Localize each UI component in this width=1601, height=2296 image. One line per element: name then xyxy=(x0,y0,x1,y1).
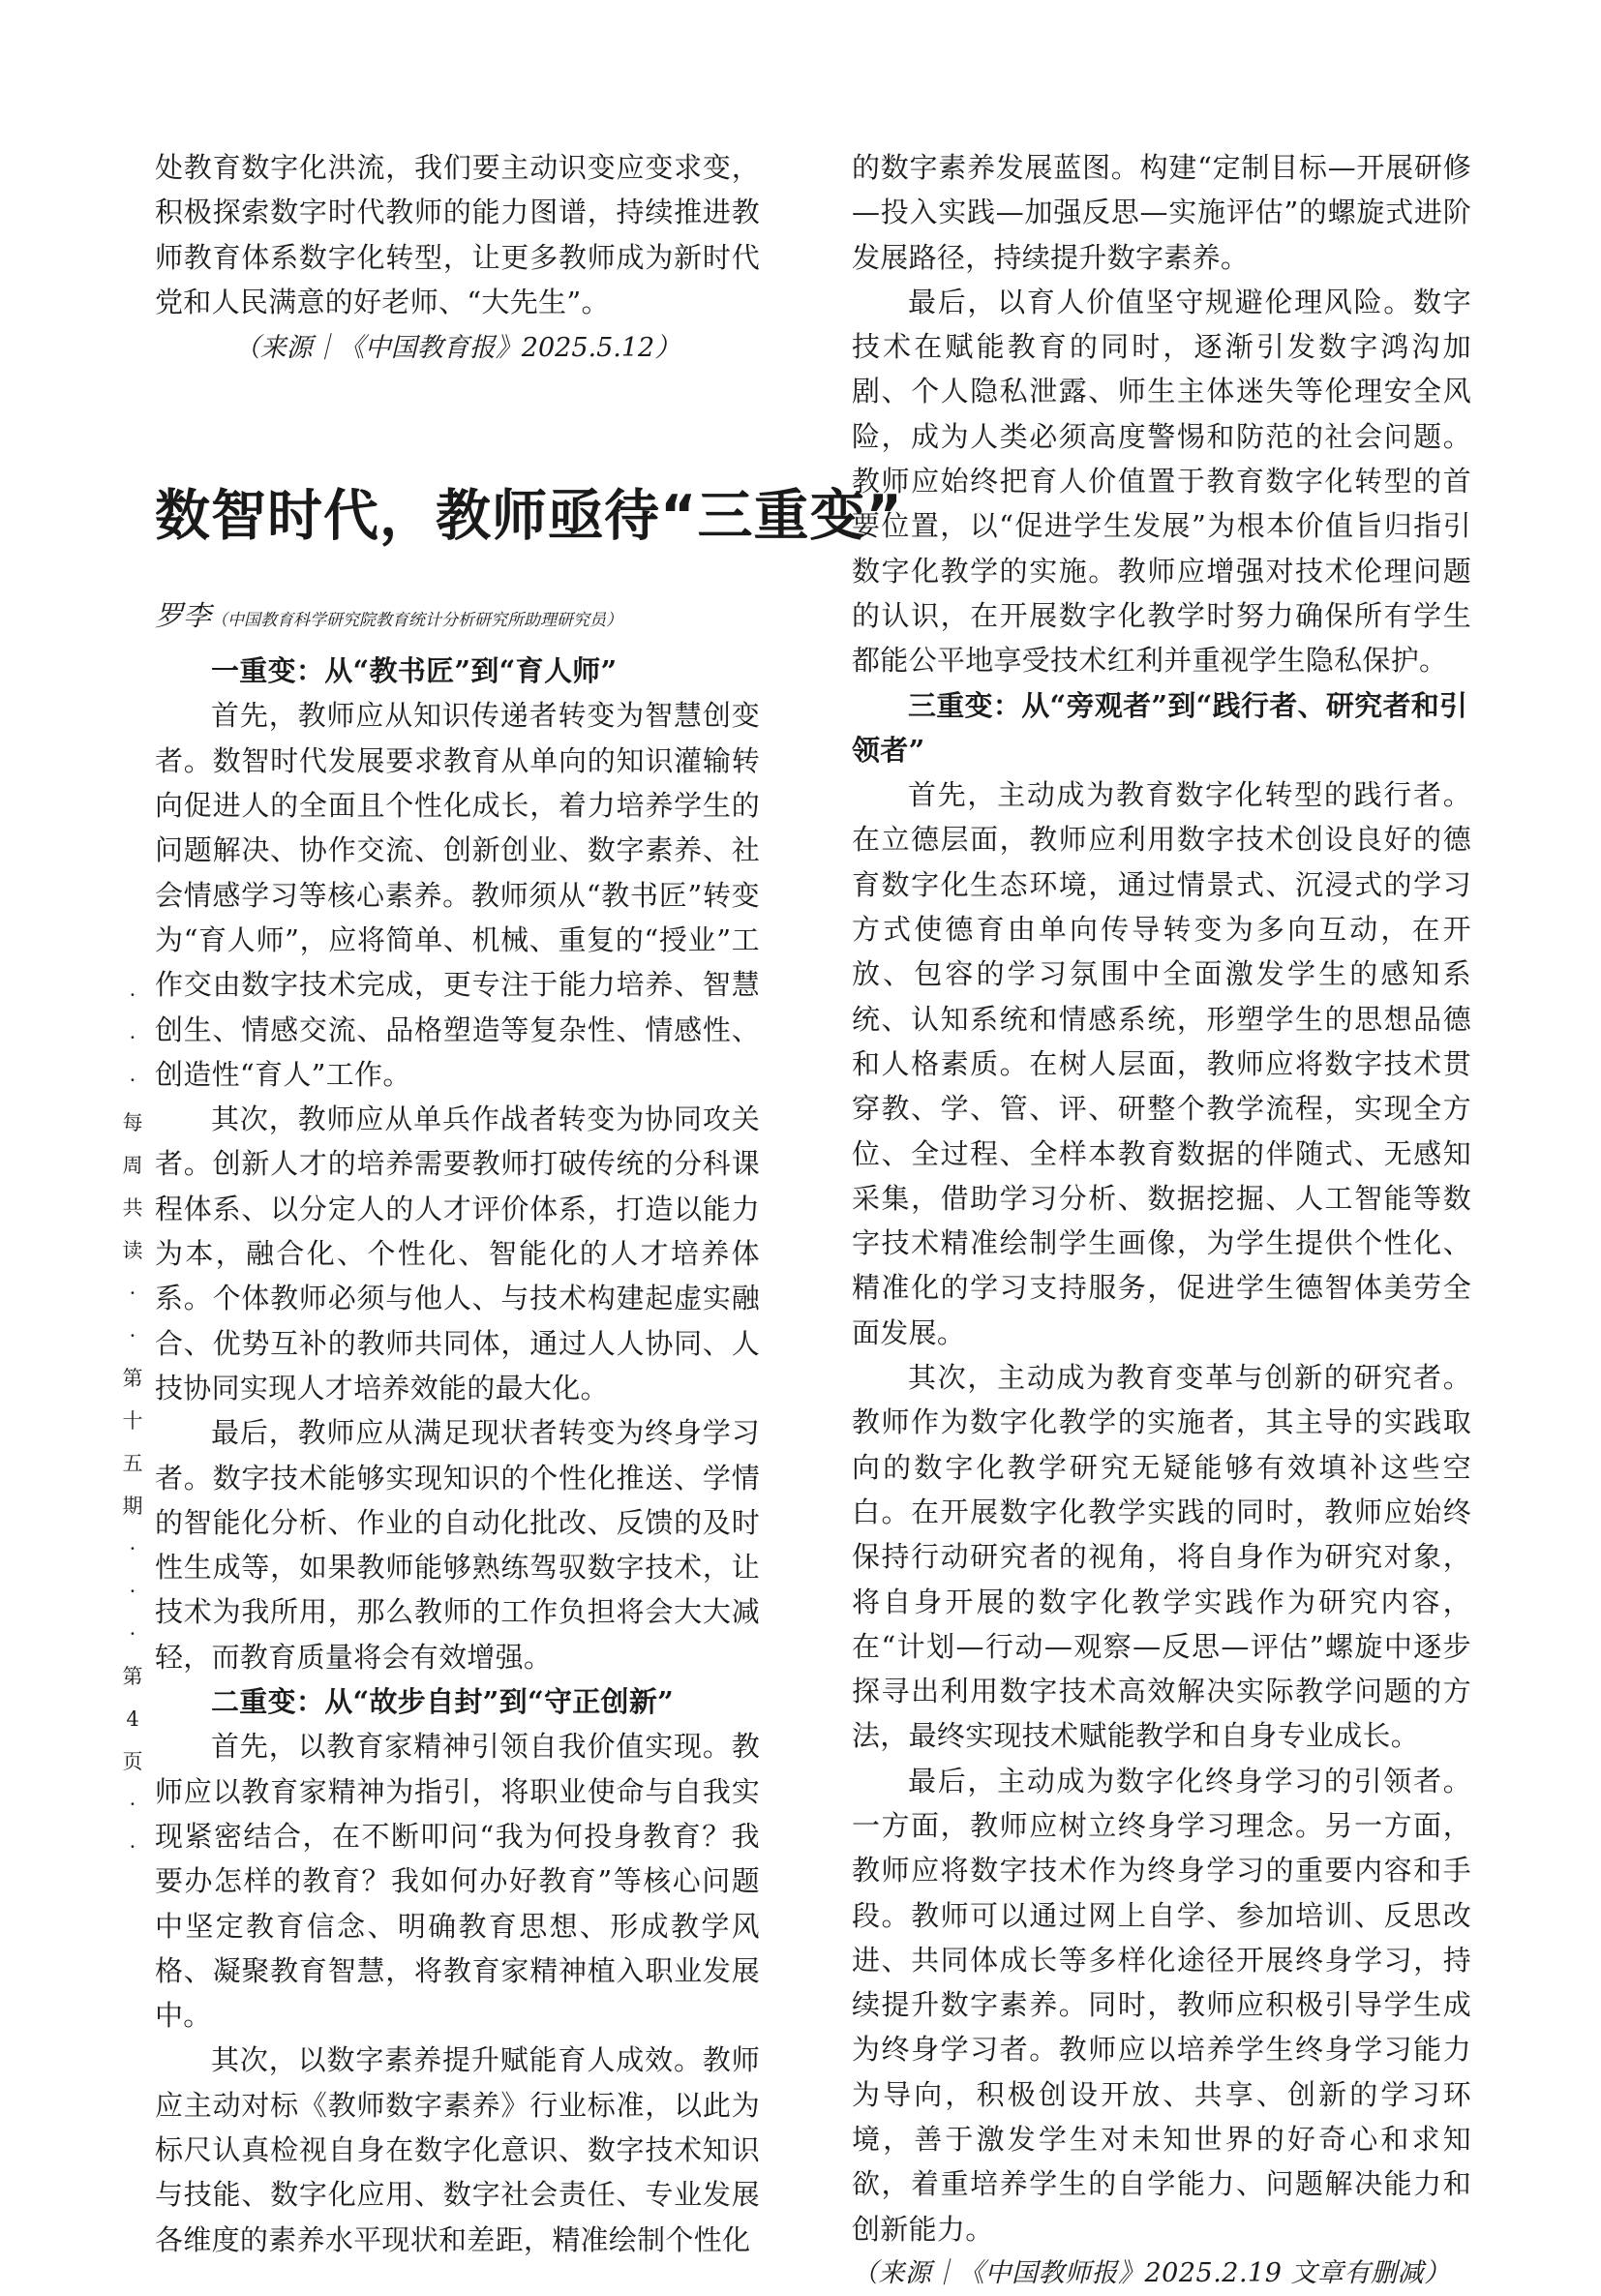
section1-para2: 其次，教师应从单兵作战者转变为协同攻关者。创新人才的培养需要教师打破传统的分科课程体系、以分定人的人才评价体系，打造以能力为本，融合化、个性化、智能化的人才培养体系。个体教师必须与他人、与技术构建起虚实融合、优势互补的教师共同体，通过人人协同、人技协同实现人才培养效能的最大化。 xyxy=(155,1103,760,1405)
margin-char: 4 xyxy=(126,1707,139,1731)
margin-char: · xyxy=(129,1324,136,1347)
margin-char: 十 xyxy=(122,1409,143,1433)
author-affiliation: （中国教育科学研究院教育统计分析研究所助理研究员） xyxy=(211,611,623,631)
section1-para1: 首先，教师应从知识传递者转变为智慧创变者。数智时代发展要求教育从单向的知识灌输转向促进人的全面且个性化成长，着力培养学生的问题解决、协作交流、创新创业、数字素养、社会情感学习等核心素养。教师须从“教书匠”转变为“育人师”，应将简单、机械、重复的“授业”工作交由数字技术完成，更专注于能力培养、智慧创生、情感交流、品格塑造等复杂性、情感性、创造性“育人”工作。 xyxy=(155,699,760,1091)
margin-char: 第 xyxy=(122,1367,143,1390)
margin-char: · xyxy=(129,1282,136,1305)
intro-source: （来源｜《中国教育报》2025.5.12） xyxy=(233,333,681,364)
left-column xyxy=(155,145,903,2262)
continued-paragraph: 的数字素养发展蓝图。构建“定制目标—开展研修—投入实践—加强反思—实施评估”的螺旋式进阶发展路径，持续提升数字素养。 xyxy=(852,151,1471,274)
margin-char: 页 xyxy=(122,1750,143,1773)
margin-char: 五 xyxy=(122,1452,143,1475)
margin-char: · xyxy=(129,1793,136,1816)
section3-para2: 其次，主动成为教育变革与创新的研究者。教师作为数字化教学的实施者，其主导的实践取向的数字化教学研究无疑能够有效填补这些空白。在开展数字化教学实践的同时，教师应始终保持行动研究者的视角，将自身作为研究对象，将自身开展的数字化教学实践作为研究内容，在“计划—行动—观察—反思—评估”螺旋中逐步探寻出利用数字技术高效解决实际教学问题的方法，最终实现技术赋能教学和自身专业成长。 xyxy=(852,1361,1471,1753)
margin-char: · xyxy=(129,1537,136,1560)
section2-para1: 首先，以教育家精神引领自我价值实现。教师应以教育家精神为指引，将职业使命与自我实现紧密结合，在不断叩问“我为何投身教育？我要办怎样的教育？我如何办好教育”等核心问题中坚定教育信念、明确教育思想、形成教学风格、凝聚教育智慧，将教育家精神植入职业发展中。 xyxy=(155,1730,760,2033)
margin-char: 共 xyxy=(122,1196,143,1220)
article-title: 数智时代，教师亟待“三重变” xyxy=(155,484,903,549)
section2-heading: 二重变：从“故步自封”到“守正创新” xyxy=(211,1685,675,1719)
margin-char: 读 xyxy=(122,1239,143,1262)
section2-para2: 其次，以数字素养提升赋能育人成效。教师应主动对标《教师数字素养》行业标准，以此为标尺认真检视自身在数字化意识、数字技术知识与技能、数字化应用、数字社会责任、专业发展各维度的素养水平现状和差距，精准绘制个性化 xyxy=(155,2043,760,2256)
article-source: （来源｜《中国教师报》2025.2.19 文章有删减） xyxy=(852,2257,1451,2288)
section1-heading: 一重变：从“教书匠”到“育人师” xyxy=(211,654,618,688)
margin-char: · xyxy=(129,1580,136,1603)
margin-char: · xyxy=(129,1835,136,1858)
section2-para3: 最后，以育人价值坚守规避伦理风险。数字技术在赋能教育的同时，逐渐引发数字鸿沟加剧、个人隐私泄露、师生主体迷失等伦理安全风险，成为人类必须高度警惕和防范的社会问题。教师应始终把育人价值置于教育数字化转型的首要位置，以“促进学生发展”为根本价值旨归指引数字化教学的实施。教师应增强对技术伦理问题的认识，在开展数字化教学时努力确保所有学生都能公平地享受技术红利并重视学生隐私保护。 xyxy=(852,285,1471,678)
margin-char: 每 xyxy=(122,1111,143,1134)
margin-char: · xyxy=(129,1069,136,1092)
section3-para1: 首先，主动成为教育数字化转型的践行者。在立德层面，教师应利用数字技术创设良好的德育数字化生态环境，通过情景式、沉浸式的学习方式使德育由单向传导转变为多向互动，在开放、包容的学习氛围中全面激发学生的感知系统、认知系统和情感系统，形塑学生的思想品德和人格素质。在树人层面，教师应将数字技术贯穿教、学、管、评、研整个教学流程，实现全方位、全过程、全样本教育数据的伴随式、无感知采集，借助学习分析、数据挖掘、人工智能等数字技术精准绘制学生画像，为学生提供个性化、精准化的学习支持服务，促进学生德智体美劳全面发展。 xyxy=(852,778,1471,1349)
margin-char: 第 xyxy=(122,1665,143,1688)
section1-para3: 最后，教师应从满足现状者转变为终身学习者。数字技术能够实现知识的个性化推送、学情的智能化分析、作业的自动化批改、反馈的及时性生成等，如果教师能够熟练驾驭数字技术，让技术为我所用，那么教师的工作负担将会大大减轻，而教育质量将会有效增强。 xyxy=(155,1416,760,1674)
right-column xyxy=(852,145,1471,2296)
margin-char: 期 xyxy=(122,1495,143,1518)
author-name: 罗李 xyxy=(155,599,212,633)
margin-char: · xyxy=(129,983,136,1007)
intro-paragraph: 处教育数字化洪流，我们要主动识变应变求变，积极探索数字时代教师的能力图谱，持续推进教师教育体系数字化转型，让更多教师成为新时代党和人民满意的好老师、“大先生”。 xyxy=(155,151,760,318)
margin-char: · xyxy=(129,1622,136,1646)
margin-char: 周 xyxy=(122,1154,143,1177)
margin-issue-label xyxy=(118,974,147,1868)
section3-para3: 最后，主动成为数字化终身学习的引领者。一方面，教师应树立终身学习理念。另一方面，教师应将数字技术作为终身学习的重要内容和手段。教师可以通过网上自学、参加培训、反思改进、共同体成长等多样化途径开展终身学习，持续提升数字素养。同时，教师应积极引导学生成为终身学习者。教师应以培养学生终身学习能力为导向，积极创设开放、共享、创新的学习环境，善于激发学生对未知世界的好奇心和求知欲，着重培养学生的自学能力、问题解决能力和创新能力。 xyxy=(852,1764,1471,2246)
byline xyxy=(155,593,760,643)
section3-heading: 三重变：从“旁观者”到“践行者、研究者和引领者” xyxy=(852,688,1468,767)
margin-char: · xyxy=(129,1026,136,1049)
